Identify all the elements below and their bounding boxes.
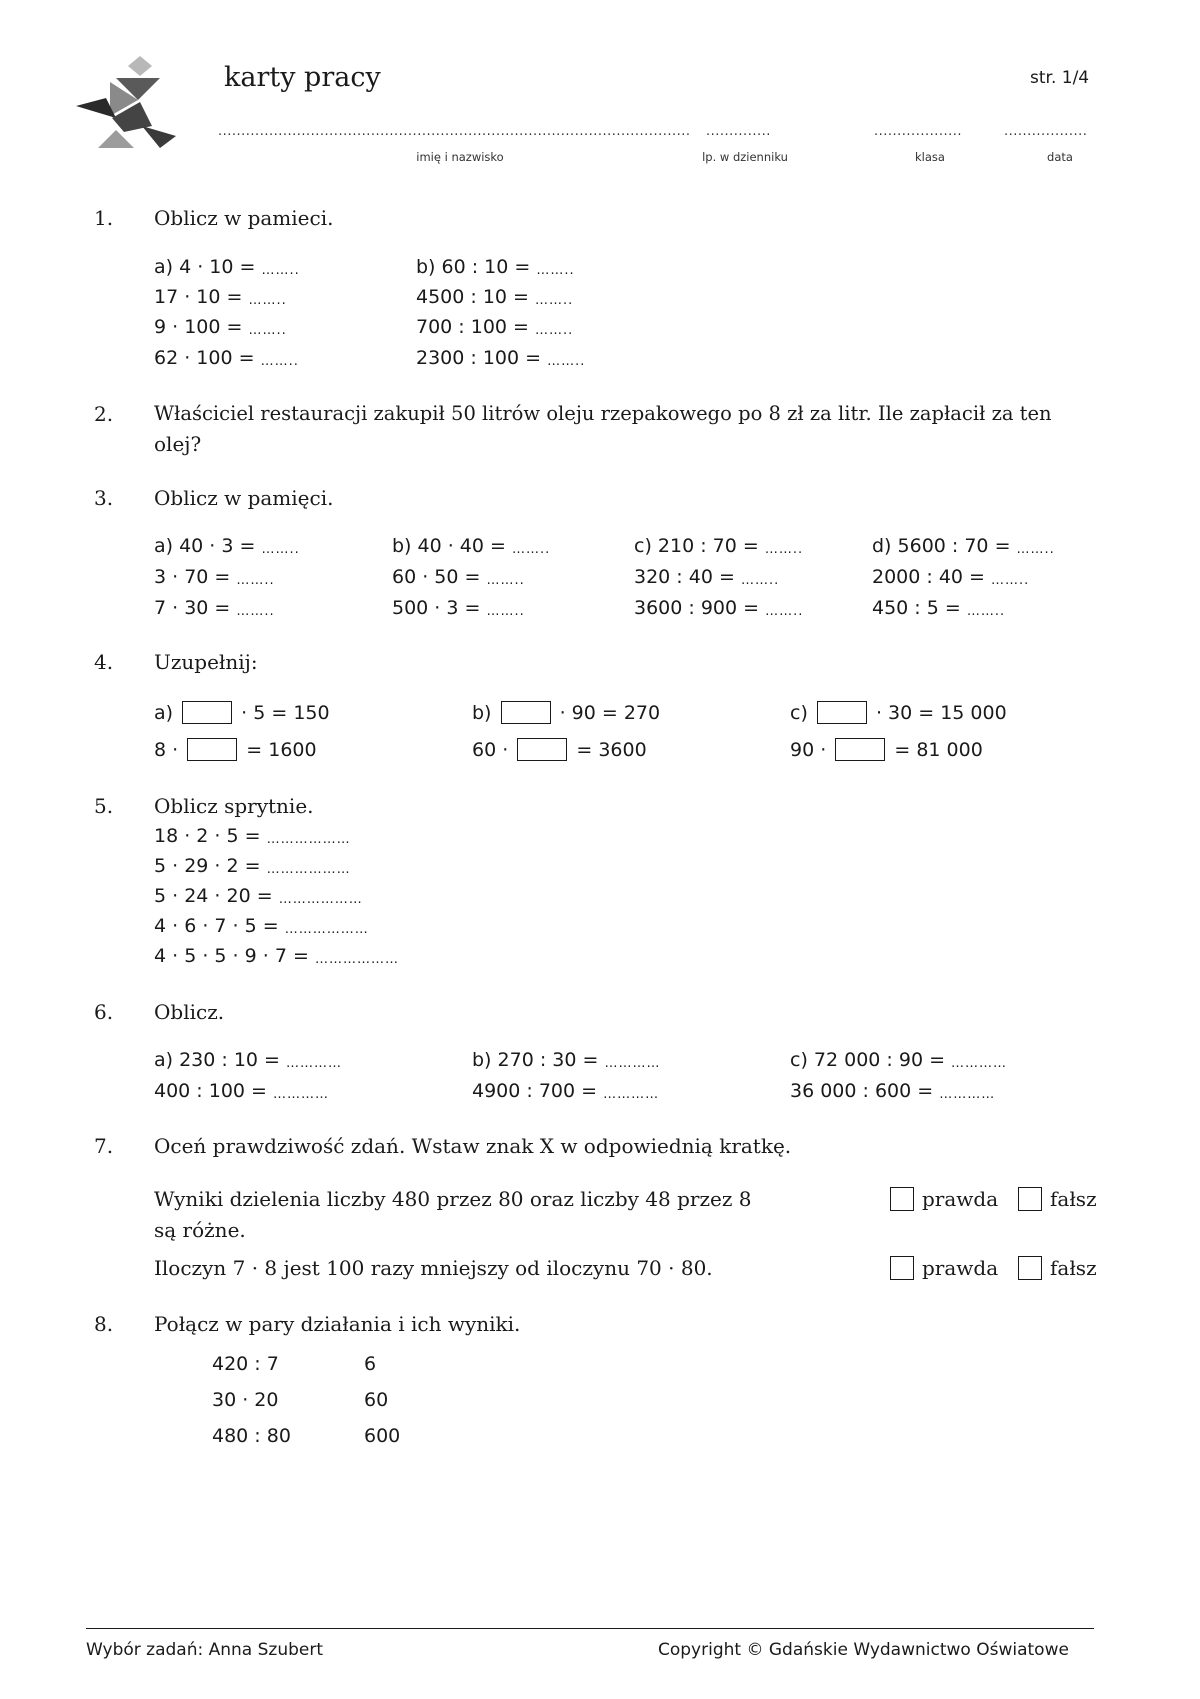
task-8-result-2[interactable]: 60: [364, 1389, 389, 1411]
task-3-c-row-2: 320 : 40 = ……..: [634, 566, 780, 588]
task-5-row-4: 4 · 6 · 7 · 5 = ………………: [154, 915, 369, 937]
register-number-label: lp. w dzienniku: [702, 150, 788, 164]
task-2-number: 2.: [94, 402, 114, 426]
statement-2-true-option[interactable]: prawda: [890, 1256, 998, 1280]
task-3-a-row-3: 7 · 30 = ……..: [154, 597, 275, 619]
task-5-row-3: 5 · 24 · 20 = ………………: [154, 885, 363, 907]
task-1-a-row-1: a) 4 · 10 = ……..: [154, 256, 300, 278]
task-5-row-5: 4 · 5 · 5 · 9 · 7 = ………………: [154, 945, 399, 967]
task-3-b-row-3: 500 · 3 = ……..: [392, 597, 525, 619]
task-1-number: 1.: [94, 206, 114, 230]
publisher-logo: [76, 56, 180, 148]
checkbox[interactable]: [1018, 1256, 1042, 1280]
task-5-instruction: Oblicz sprytnie.: [154, 794, 314, 818]
statement-1-false-option[interactable]: fałsz: [1018, 1187, 1097, 1211]
task-3-c-row-1: c) 210 : 70 = ……..: [634, 535, 804, 557]
task-3-b-row-1: b) 40 · 40 = ……..: [392, 535, 551, 557]
task-4-b-row-2: 60 · = 3600: [472, 739, 647, 761]
task-1-instruction: Oblicz w pamieci.: [154, 206, 334, 230]
task-6-instruction: Oblicz.: [154, 1000, 225, 1024]
class-label: klasa: [915, 150, 945, 164]
footer-divider: [86, 1628, 1094, 1629]
task-4-instruction: Uzupełnij:: [154, 650, 258, 674]
task-3-b-row-2: 60 · 50 = ……..: [392, 566, 525, 588]
task-5-row-2: 5 · 29 · 2 = ………………: [154, 855, 351, 877]
name-label: imię i nazwisko: [416, 150, 504, 164]
task-8-number: 8.: [94, 1312, 114, 1336]
task-1-b-row-2: 4500 : 10 = ……..: [416, 286, 574, 308]
task-6-number: 6.: [94, 1000, 114, 1024]
task-7-statement-1-line-2: są różne.: [154, 1218, 246, 1242]
task-3-number: 3.: [94, 486, 114, 510]
name-field-dots[interactable]: ......................................................................................................: [218, 124, 691, 139]
task-4-a-row-1: a) · 5 = 150: [154, 702, 330, 724]
date-label: data: [1047, 150, 1073, 164]
task-6-b-row-1: b) 270 : 30 = …………: [472, 1049, 661, 1071]
task-8-operation-1[interactable]: 420 : 7: [212, 1353, 279, 1375]
task-6-a-row-2: 400 : 100 = …………: [154, 1080, 330, 1102]
task-2-question-line-1: Właściciel restauracji zakupił 50 litrów oleju rzepakowego po 8 zł za litr. Ile zapłacił za ten: [154, 402, 1052, 425]
answer-box[interactable]: [517, 738, 567, 761]
checkbox[interactable]: [890, 1187, 914, 1211]
task-5-number: 5.: [94, 794, 114, 818]
page-number: str. 1/4: [1030, 68, 1090, 88]
task-1-b-row-3: 700 : 100 = ……..: [416, 316, 574, 338]
task-7-instruction: Oceń prawdziwość zdań. Wstaw znak X w odpowiednią kratkę.: [154, 1134, 792, 1158]
task-1-a-row-4: 62 · 100 = ……..: [154, 347, 299, 369]
task-3-a-row-1: a) 40 · 3 = ……..: [154, 535, 300, 557]
statement-2-false-option[interactable]: fałsz: [1018, 1256, 1097, 1280]
task-4-c-row-2: 90 · = 81 000: [790, 739, 983, 761]
task-7-statement-2: Iloczyn 7 · 8 jest 100 razy mniejszy od iloczynu 70 · 80.: [154, 1256, 713, 1280]
task-3-d-row-3: 450 : 5 = ……..: [872, 597, 1006, 619]
task-6-b-row-2: 4900 : 700 = …………: [472, 1080, 660, 1102]
class-field-dots[interactable]: ...................: [874, 124, 963, 139]
answer-box[interactable]: [501, 701, 551, 724]
checkbox[interactable]: [1018, 1187, 1042, 1211]
task-6-c-row-1: c) 72 000 : 90 = …………: [790, 1049, 1008, 1071]
task-1-a-row-3: 9 · 100 = ……..: [154, 316, 287, 338]
answer-box[interactable]: [835, 738, 885, 761]
answer-box[interactable]: [817, 701, 867, 724]
task-3-d-row-1: d) 5600 : 70 = ……..: [872, 535, 1055, 557]
task-7-statement-1-line-1: Wyniki dzielenia liczby 480 przez 80 oraz liczby 48 przez 8: [154, 1187, 752, 1211]
task-8-instruction: Połącz w pary działania i ich wyniki.: [154, 1312, 521, 1336]
task-6-c-row-2: 36 000 : 600 = …………: [790, 1080, 996, 1102]
task-2-question-line-2: olej?: [154, 432, 202, 456]
task-4-number: 4.: [94, 650, 114, 674]
task-3-d-row-2: 2000 : 40 = ……..: [872, 566, 1030, 588]
task-4-b-row-1: b) · 90 = 270: [472, 702, 661, 724]
footer-copyright: Copyright © Gdańskie Wydawnictwo Oświatowe: [658, 1640, 1069, 1660]
answer-box[interactable]: [187, 738, 237, 761]
task-1-a-row-2: 17 · 10 = ……..: [154, 286, 287, 308]
task-1-b-row-1: b) 60 : 10 = ……..: [416, 256, 575, 278]
task-8-result-3[interactable]: 600: [364, 1425, 401, 1447]
task-5-row-1: 18 · 2 · 5 = ………………: [154, 825, 351, 847]
footer-author: Wybór zadań: Anna Szubert: [86, 1640, 324, 1660]
task-3-c-row-3: 3600 : 900 = ……..: [634, 597, 804, 619]
task-6-a-row-1: a) 230 : 10 = …………: [154, 1049, 343, 1071]
statement-1-true-option[interactable]: prawda: [890, 1187, 998, 1211]
checkbox[interactable]: [890, 1256, 914, 1280]
task-4-c-row-1: c) · 30 = 15 000: [790, 702, 1007, 724]
task-1-b-row-4: 2300 : 100 = ……..: [416, 347, 586, 369]
task-4-a-row-2: 8 · = 1600: [154, 739, 317, 761]
task-7-number: 7.: [94, 1134, 114, 1158]
task-8-operation-3[interactable]: 480 : 80: [212, 1425, 291, 1447]
worksheet-title: karty pracy: [224, 62, 381, 93]
task-3-instruction: Oblicz w pamięci.: [154, 486, 334, 510]
answer-box[interactable]: [182, 701, 232, 724]
register-number-field-dots[interactable]: ..............: [706, 124, 771, 139]
task-8-operation-2[interactable]: 30 · 20: [212, 1389, 279, 1411]
task-3-a-row-2: 3 · 70 = ……..: [154, 566, 275, 588]
task-8-result-1[interactable]: 6: [364, 1353, 377, 1375]
date-field-dots[interactable]: ..................: [1004, 124, 1088, 139]
